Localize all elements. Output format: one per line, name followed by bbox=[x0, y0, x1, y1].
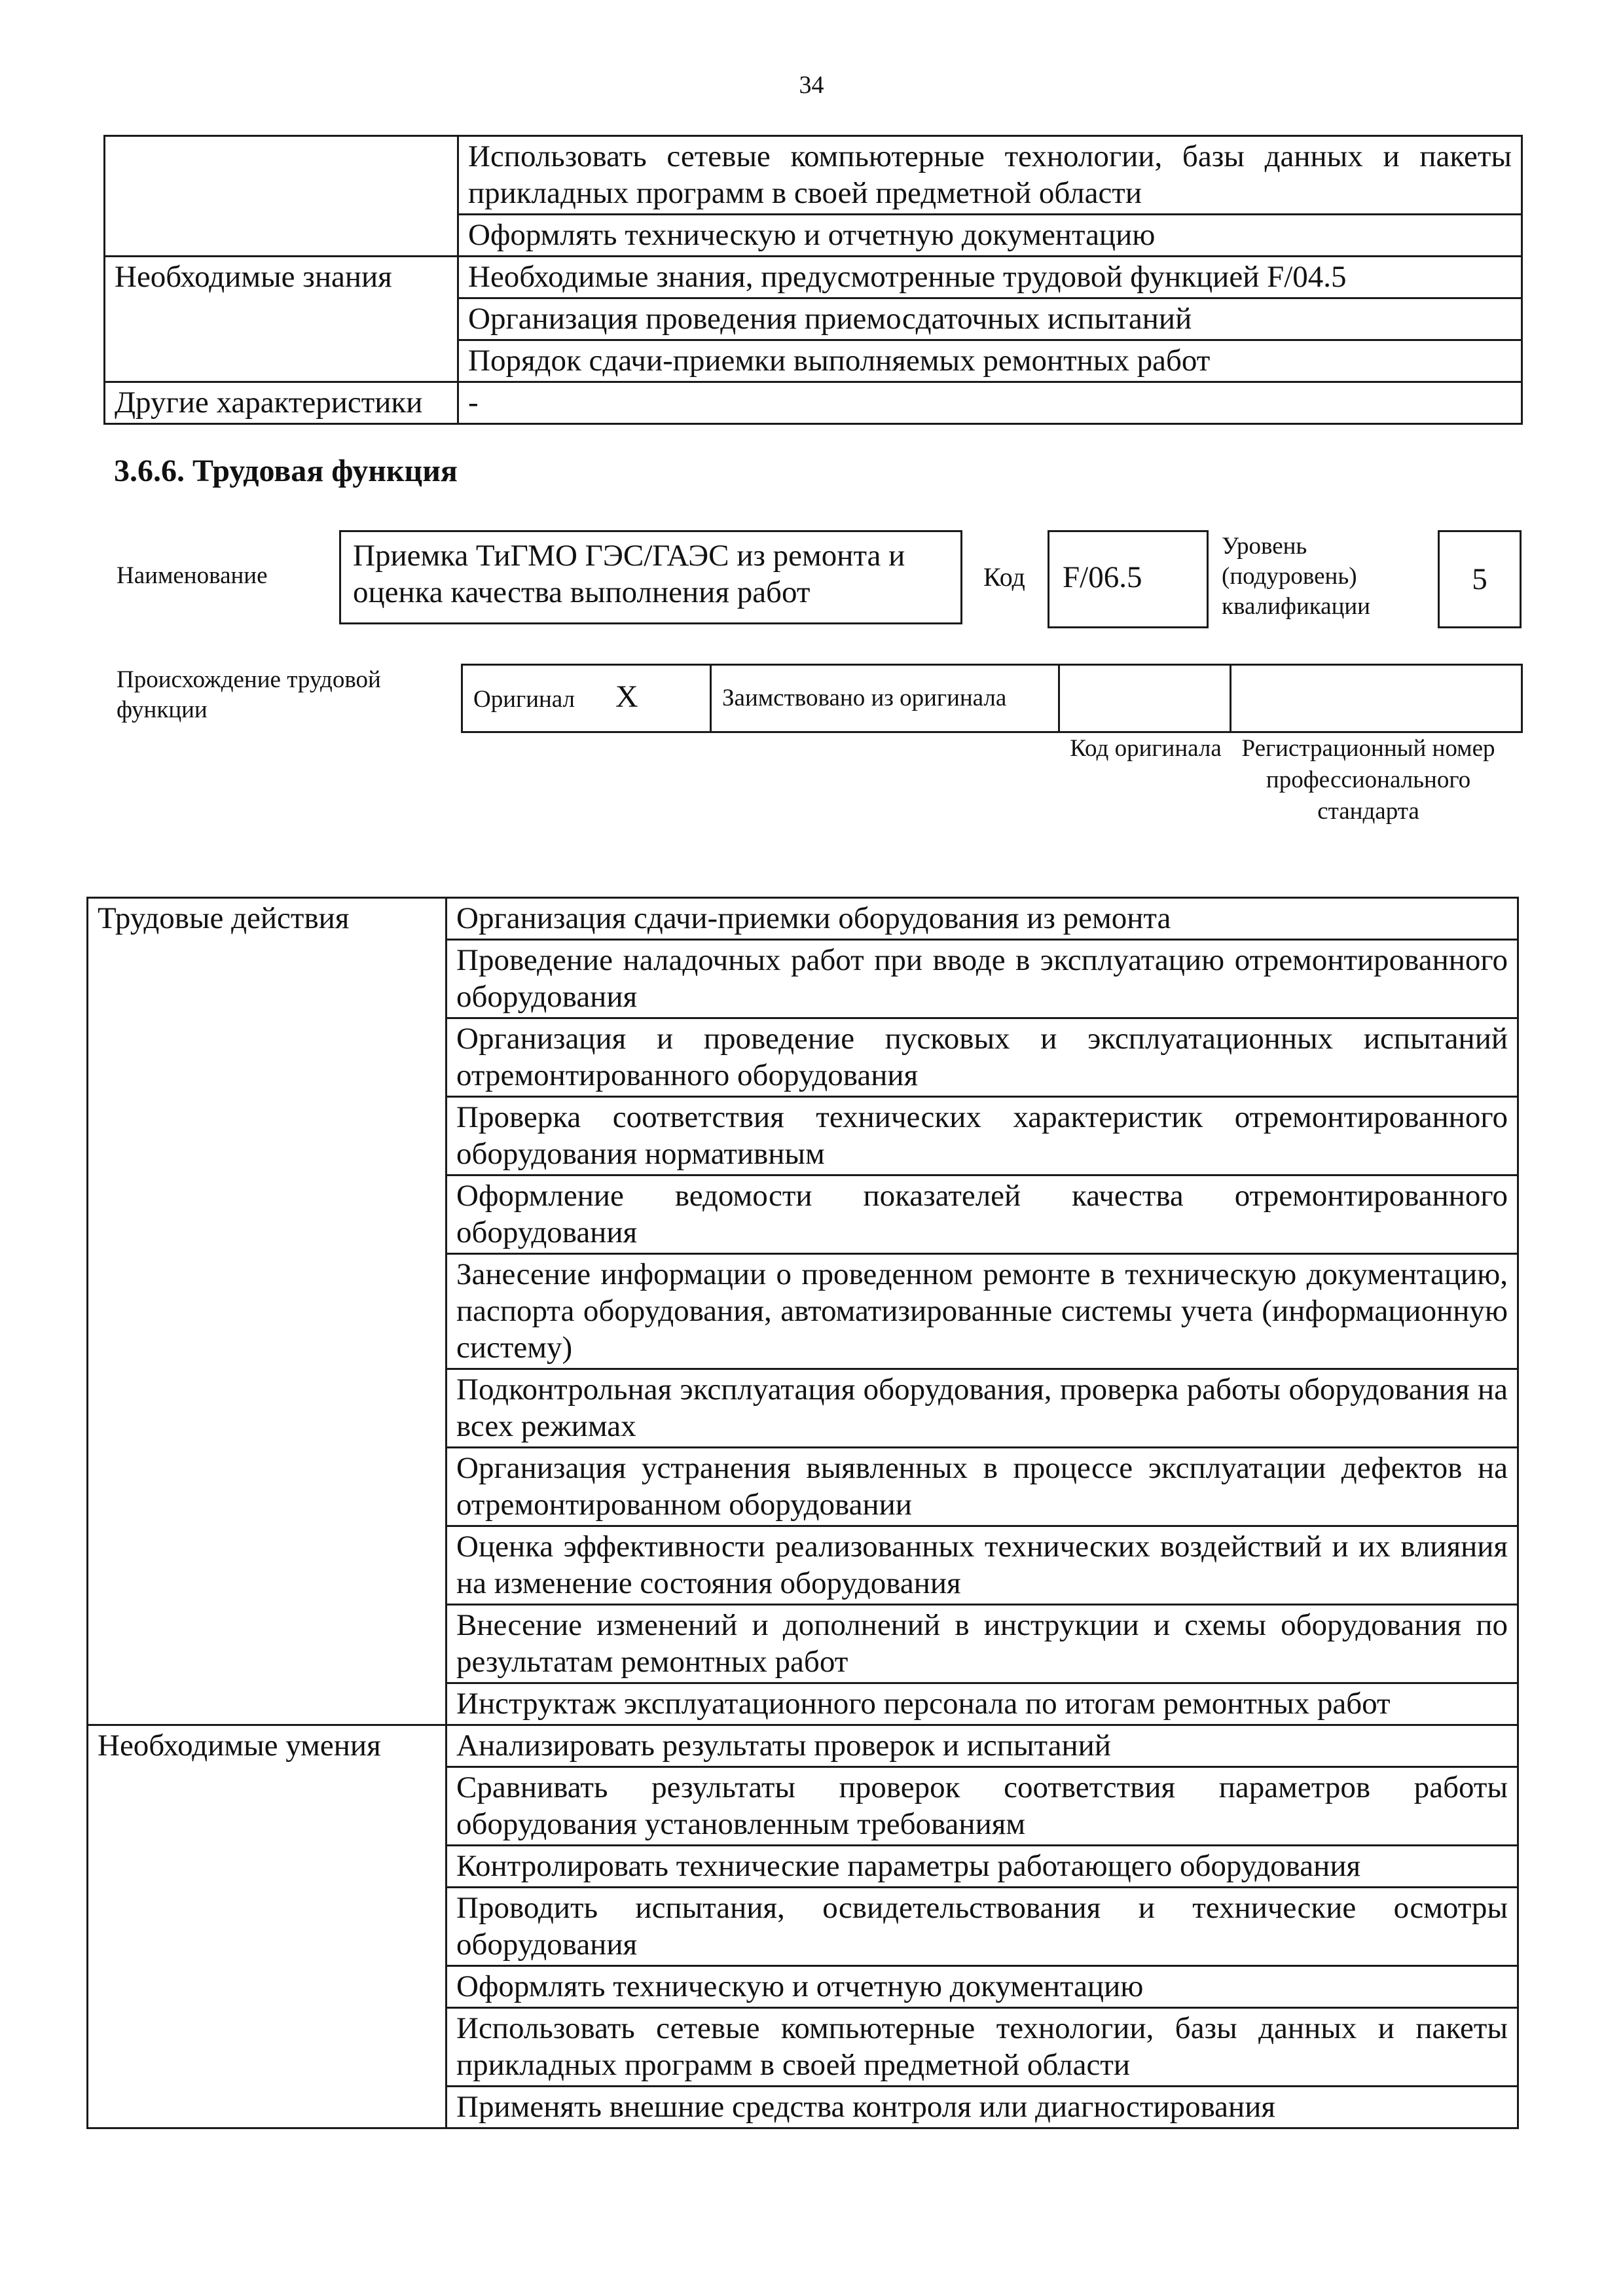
level-value: 5 bbox=[1438, 530, 1522, 628]
origin-original-cell bbox=[462, 665, 711, 732]
origin-reg-cell bbox=[1231, 665, 1522, 732]
row-text: Организация проведения приемосдаточных испытаний bbox=[458, 298, 1522, 340]
skills-item: Проводить испытания, освидетельствования и технические осмотры оборудования bbox=[447, 1888, 1518, 1966]
skills-item: Контролировать технические параметры работающего оборудования bbox=[447, 1846, 1518, 1888]
registration-number-caption: Регистрационный номер профессионального стандарта bbox=[1241, 735, 1495, 825]
origin-borrowed-cell: Заимствовано из оригинала bbox=[711, 665, 1059, 732]
level-label: Уровень (подуровень) квалификации bbox=[1222, 533, 1370, 620]
section-heading: 3.6.6. Трудовая функция bbox=[114, 454, 458, 488]
function-name-value: Приемка ТиГМО ГЭС/ГАЭС из ремонта и оценка качества выполнения работ bbox=[339, 530, 962, 624]
code-original-caption: Код оригинала bbox=[1070, 735, 1222, 762]
actions-item: Проверка соответствия технических характеристик отремонтированного оборудования нормативным bbox=[447, 1097, 1518, 1175]
actions-item: Занесение информации о проведенном ремонте в техническую документацию, паспорта оборудования, автоматизированные системы учета (информационную систему) bbox=[447, 1254, 1518, 1369]
main-function-table bbox=[86, 897, 1519, 2129]
origin-mark: X bbox=[615, 679, 638, 714]
skills-item: Сравнивать результаты проверок соответствия параметров работы оборудования установленным требованиям bbox=[447, 1767, 1518, 1846]
actions-item: Организация и проведение пусковых и эксплуатационных испытаний отремонтированного оборудования bbox=[447, 1018, 1518, 1097]
skills-item: Оформлять техническую и отчетную документацию bbox=[447, 1966, 1518, 2008]
row-text: Использовать сетевые компьютерные технологии, базы данных и пакеты прикладных программ в своей предметной области bbox=[458, 136, 1522, 215]
table-row bbox=[88, 1725, 1518, 1767]
actions-item: Организация устранения выявленных в процессе эксплуатации дефектов на отремонтированном оборудовании bbox=[447, 1448, 1518, 1526]
row-text: Необходимые знания, предусмотренные трудовой функцией F/04.5 bbox=[458, 257, 1522, 298]
origin-table bbox=[461, 664, 1523, 733]
row-label-knowledge: Необходимые знания bbox=[105, 257, 458, 382]
actions-item: Подконтрольная эксплуатация оборудования, проверка работы оборудования на всех режимах bbox=[447, 1369, 1518, 1448]
row-label bbox=[105, 136, 458, 257]
table-row bbox=[105, 136, 1522, 215]
table-row bbox=[105, 382, 1522, 424]
skills-label: Необходимые умения bbox=[88, 1725, 447, 2128]
actions-item: Организация сдачи-приемки оборудования из ремонта bbox=[447, 898, 1518, 940]
skills-item: Анализировать результаты проверок и испытаний bbox=[447, 1725, 1518, 1767]
row-text: Порядок сдачи-приемки выполняемых ремонтных работ bbox=[458, 340, 1522, 382]
actions-item: Проведение наладочных работ при вводе в эксплуатацию отремонтированного оборудования bbox=[447, 940, 1518, 1018]
row-text: - bbox=[458, 382, 1522, 424]
row-text: Оформлять техническую и отчетную документацию bbox=[458, 215, 1522, 257]
skills-item: Использовать сетевые компьютерные технологии, базы данных и пакеты прикладных программ в своей предметной области bbox=[447, 2008, 1518, 2087]
top-continuation-table bbox=[103, 135, 1523, 425]
table-row bbox=[88, 898, 1518, 940]
table-row bbox=[462, 665, 1522, 732]
skills-item: Применять внешние средства контроля или диагностирования bbox=[447, 2087, 1518, 2128]
page-number: 34 bbox=[799, 71, 824, 99]
actions-item: Инструктаж эксплуатационного персонала по итогам ремонтных работ bbox=[447, 1683, 1518, 1725]
actions-item: Оформление ведомости показателей качества отремонтированного оборудования bbox=[447, 1175, 1518, 1254]
actions-item: Оценка эффективности реализованных технических воздействий и их влияния на изменение состояния оборудования bbox=[447, 1526, 1518, 1605]
origin-code-cell bbox=[1059, 665, 1231, 732]
actions-item: Внесение изменений и дополнений в инструкции и схемы оборудования по результатам ремонтных работ bbox=[447, 1605, 1518, 1683]
function-code-value: F/06.5 bbox=[1048, 530, 1209, 628]
actions-label: Трудовые действия bbox=[88, 898, 447, 1725]
origin-label: Происхождение трудовой функции bbox=[117, 666, 381, 723]
table-row bbox=[105, 257, 1522, 298]
row-label-other: Другие характеристики bbox=[105, 382, 458, 424]
name-label: Наименование bbox=[117, 562, 268, 589]
code-label: Код bbox=[983, 562, 1025, 592]
origin-original-label: Оригинал bbox=[473, 686, 575, 713]
